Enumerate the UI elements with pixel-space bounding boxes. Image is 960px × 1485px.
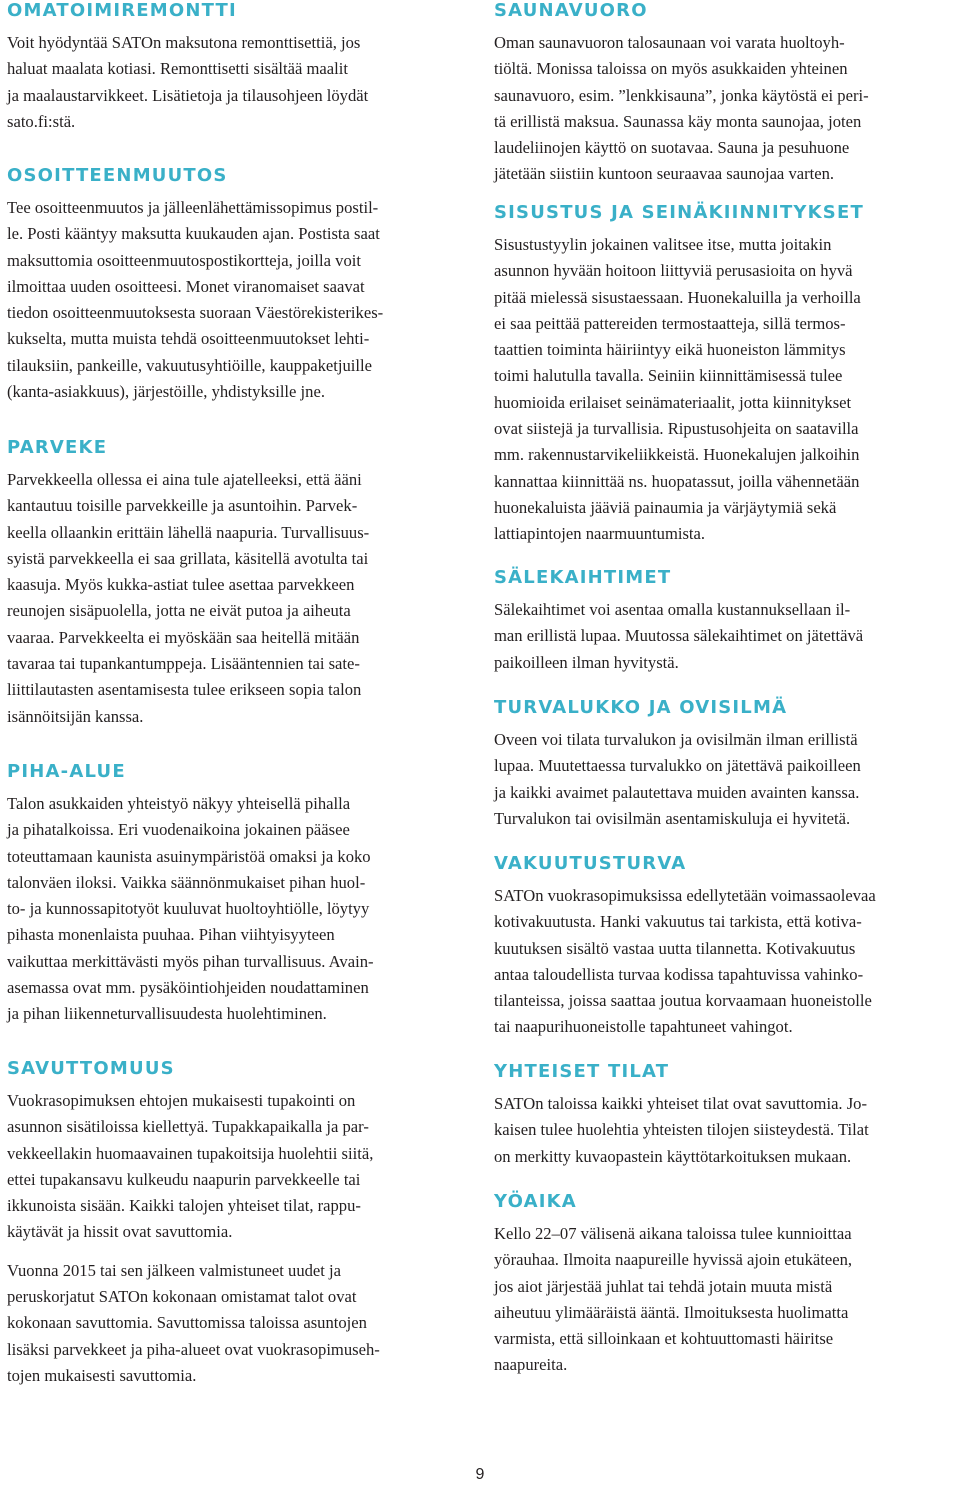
- page-number: 9: [475, 1466, 485, 1483]
- section-paragraph: Oveen voi tilata turvalukon ja ovisilmän ilman erillistä lupaa. Muutettaessa turvalukko on jätettävä paikoilleen ja kaikki avaimet palautettava muiden avainten kanssa. Turvalukon tai ovisilmän asentamiskuluja ei hyvitetä.: [494, 730, 861, 828]
- section-paragraph: Vuokrasopimuksen ehtojen mukaisesti tupakointi on asunnon sisätiloissa kiellettyä. Tupakkapaikalla ja par- vekkeellakin huomaavainen tupakoitsija huolehtii siitä, ettei tupakansavu kulkeudu naapurin parvekkeelle tai ikkunoista sisään. Kaikki talojen yhteiset tilat, rappu- käytävät ja hissit ovat savuttomia.: [7, 1091, 374, 1242]
- section-yoaika: [494, 1191, 852, 1379]
- section-paragraph: SATOn vuokrasopimuksissa edellytetään voimassaolevaa kotivakuutusta. Hanki vakuutus tai tarkista, että kotiva- kuutuksen sisältö vastaa uutta tilannetta. Kotivakuutus antaa taloudellista turvaa kodissa tapahtuvissa vahinko- tilanteissa, joissa saattaa joutua korvaamaan huoneistolle tai naapurihuoneistolle tapahtuneet vahingot.: [494, 886, 876, 1037]
- section-parveke: [7, 437, 369, 730]
- section-paragraph: Talon asukkaiden yhteistyö näkyy yhteisellä pihalla ja pihatalkoissa. Eri vuodenaikoina jokainen pääsee toteuttamaan kaunista asuinympäristöä omaksi ja koko talonväen iloksi. Vaikka säännönmukaiset pihan huol- to- ja kunnossapitotyöt kuuluvat huoltoyhtiölle, löytyy pihasta monenlaista puuhaa. Pihan viihtyisyyteen vaikuttaa merkittävästi myös pihan turvallisuus. Avain- asemassa ovat mm. pysäköintiohjeiden noudattaminen ja pihan liikenneturvallisuudesta huolehtiminen.: [7, 794, 374, 1024]
- section-heading: OSOITTEENMUUTOS: [7, 165, 228, 186]
- section-paragraph: Sisustustyylin jokainen valitsee itse, mutta joitakin asunnon hyvään hoitoon liittyviä perusasioita on hyvä pitää mielessä sisustaessaan. Huonekaluilla ja verhoilla ei saa peittää pattereiden termostaatteja, sillä termos- taattien toiminta häiriintyy eikä huoneiston lämmitys toimi halutulla tavalla. Seiniin kiinnittämisessä tulee huomioida erilaiset seinämateriaalit, jotta kiinnitykset ovat siistejä ja turvallisia. Ripustusohjeita on saatavilla mm. rakennustarvikeliikkeistä. Huonekalujen jalkoihin kannattaa kiinnittää ns. huopatassut, joilla vähennetään huonekaluista jääviä painaumia ja värjäytymiä sekä lattiapintojen naarmuuntumista.: [494, 235, 861, 544]
- section-yhteiset-tilat: [494, 1061, 869, 1170]
- section-paragraph: Voit hyödyntää SATOn maksutona remonttisettiä, jos haluat maalata kotiasi. Remonttisetti sisältää maalit ja maalaustarvikkeet. Lisätietoja ja tilausohjeen löydät sato.fi:stä.: [7, 33, 369, 131]
- section-heading: SAUNAVUORO: [494, 0, 648, 21]
- section-heading: VAKUUTUSTURVA: [494, 853, 687, 874]
- section-savuttomuus: [7, 1058, 380, 1389]
- section-heading: SAVUTTOMUUS: [7, 1058, 175, 1079]
- section-heading: OMATOIMIREMONTTI: [7, 0, 237, 21]
- section-heading: SISUSTUS JA SEINÄKIINNITYKSET: [494, 202, 864, 223]
- section-heading: YÖAIKA: [494, 1191, 577, 1212]
- section-sisustus: [494, 202, 864, 548]
- section-turvalukko: [494, 697, 861, 832]
- section-paragraph: Tee osoitteenmuutos ja jälleenlähettämissopimus postil- le. Posti kääntyy maksutta kuukauden ajan. Postista saat maksuttomia osoitteenmuutospostikortteja, joilla voit ilmoittaa uuden osoitteesi. Monet viranomaiset saavat tiedon osoitteenmuutoksesta suoraan Väestörekisterikes- kukselta, mutta muista tehdä osoitteenmuutokset lehti- tilauksiin, pankeille, vakuutusyhtiöille, kauppaketjuille (kanta-asiakkuus), järjestöille, yhdistyksille jne.: [7, 198, 384, 402]
- section-paragraph: SATOn taloissa kaikki yhteiset tilat ovat savuttomia. Jo- kaisen tulee huolehtia yhteisten tilojen siisteydestä. Tilat on merkitty kuvaopastein käyttötarkoituksen mukaan.: [494, 1094, 869, 1166]
- section-heading: PARVEKE: [7, 437, 108, 458]
- section-heading: SÄLEKAIHTIMET: [494, 567, 672, 588]
- section-paragraph: Vuonna 2015 tai sen jälkeen valmistuneet uudet ja peruskorjatut SATOn kokonaan omistamat talot ovat kokonaan savuttomia. Savuttomissa taloissa asuntojen lisäksi parvekkeet ja piha-alueet ovat vuokrasopimuseh- tojen mukaisesti savuttomia.: [7, 1260, 380, 1385]
- section-paragraph: Oman saunavuoron talosaunaan voi varata huoltoyh- tiöltä. Monissa taloissa on myös asukkaiden yhteinen saunavuoro, esim. ”lenkkisauna”, jonka käytöstä ei peri- tä erillistä maksua. Saunassa käy monta saunojaa, joten laudeliinojen käyttö on suotavaa. Sauna ja pesuhuone jätetään siistiin kuntoon seuraavaa saunojaa varten.: [494, 33, 869, 184]
- section-heading: YHTEISET TILAT: [494, 1061, 670, 1082]
- section-paragraph: Sälekaihtimet voi asentaa omalla kustannuksellaan il- man erillistä lupaa. Muutossa sälekaihtimet on jätettävä paikoilleen ilman hyvitystä.: [494, 600, 864, 672]
- section-paragraph: Kello 22–07 välisenä aikana taloissa tulee kunnioittaa yörauhaa. Ilmoita naapureille hyvissä ajoin etukäteen, jos aiot järjestää juhlat tai tehdä jotain muuta mistä aiheutuu ylimääräistä ääntä. Ilmoituksesta huolimatta varmista, että silloinkaan et kohtuuttomasti häiritse naapureita.: [494, 1224, 853, 1375]
- section-heading: PIHA-ALUE: [7, 761, 126, 782]
- section-saunavuoro: [494, 0, 869, 188]
- section-osoitteenmuutos: [7, 165, 383, 405]
- section-vakuutusturva: [494, 853, 876, 1041]
- section-paragraph: Parvekkeella ollessa ei aina tule ajatelleeksi, että ääni kantautuu toisille parvekkeille ja asuntoihin. Parvek- keella ollaankin erittäin lähellä naapuria. Turvallisuus- syistä parvekkeella ei saa grillata, käsitellä avotulta tai kaasuja. Myös kukka-astiat tulee asettaa parvekkeen reunojen sisäpuolella, jotta ne eivät putoa ja aiheuta vaaraa. Parvekkeelta ei myöskään saa heitellä mitään tavaraa tai tupankantumppeja. Lisääntennien tai sate- liittilautasten asentamisesta tulee erikseen sopia talon isännöitsijän kanssa.: [7, 470, 370, 726]
- section-piha-alue: [7, 761, 374, 1028]
- section-omatoimiremontti: [7, 0, 368, 135]
- section-heading: TURVALUKKO JA OVISILMÄ: [494, 697, 788, 718]
- section-salekaihtimet: [494, 567, 863, 676]
